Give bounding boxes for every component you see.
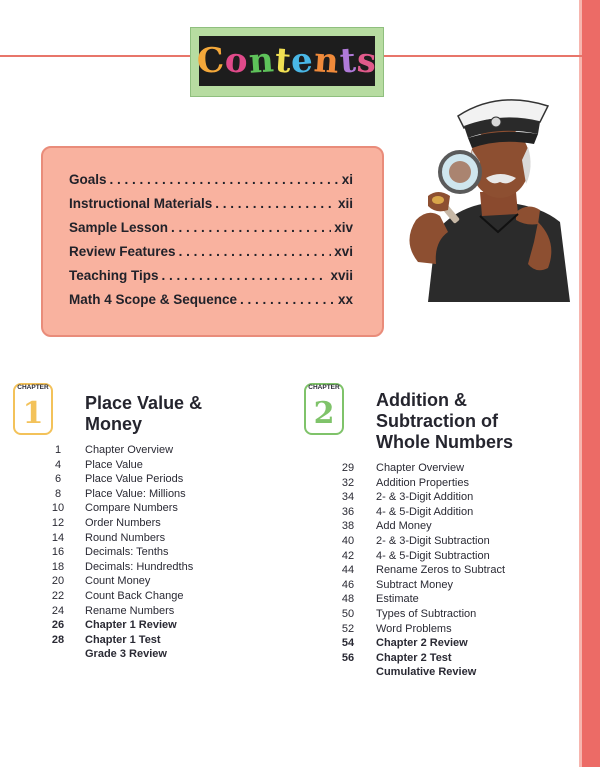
lesson-title: 2- & 3-Digit Subtraction xyxy=(376,534,490,547)
lesson-title: Rename Zeros to Subtract xyxy=(376,564,506,577)
lesson-title: Chapter 2 Review xyxy=(376,637,468,650)
lesson-page-number: 40 xyxy=(341,534,355,547)
toc-entry-page: xiv xyxy=(334,220,353,235)
contents-title-letter: n xyxy=(247,40,277,82)
chapter-2-title-line: Addition & xyxy=(376,390,467,410)
lesson-page-number: 56 xyxy=(341,651,355,664)
lesson-title: Word Problems xyxy=(376,622,452,635)
toc-entry-page: xx xyxy=(337,292,353,307)
lesson-title: Rename Numbers xyxy=(85,604,175,617)
lesson-page-number: 36 xyxy=(341,505,355,518)
lesson-title: Types of Subtraction xyxy=(376,607,477,620)
inspector-illustration xyxy=(388,92,578,302)
toc-entry xyxy=(69,244,353,259)
toc-entry-label: Teaching Tips xyxy=(69,268,159,283)
lesson-title: Place Value xyxy=(85,458,143,471)
lesson-page-number: 20 xyxy=(51,575,65,588)
lesson-title: Chapter 2 Test xyxy=(376,651,452,664)
lesson-title: Place Value: Millions xyxy=(85,487,186,500)
front-matter-box xyxy=(41,146,384,337)
contents-title-letter: n xyxy=(312,40,342,82)
toc-leader-dots xyxy=(215,196,335,211)
toc-leader-dots xyxy=(179,244,332,259)
lesson-title: Chapter 1 Review xyxy=(85,619,177,632)
lesson-row xyxy=(333,476,505,491)
lesson-title: 4- & 5-Digit Subtraction xyxy=(376,549,490,562)
lesson-row xyxy=(43,545,193,560)
lesson-title: Add Money xyxy=(376,520,432,533)
lesson-row xyxy=(333,549,505,564)
contents-banner xyxy=(190,27,384,97)
lesson-row xyxy=(43,443,193,458)
toc-leader-dots xyxy=(171,220,331,235)
lesson-row xyxy=(333,505,505,520)
lesson-row xyxy=(333,607,505,622)
lesson-page-number xyxy=(333,665,363,680)
toc-entry xyxy=(69,292,353,307)
lesson-row xyxy=(333,578,505,593)
contents-title-letter: t xyxy=(273,40,293,82)
lesson-title: Grade 3 Review xyxy=(85,648,167,661)
contents-title xyxy=(195,36,379,86)
toc-entry-label: Math 4 Scope & Sequence xyxy=(69,292,238,307)
lesson-row xyxy=(43,647,193,662)
lesson-page-number: 38 xyxy=(341,520,355,533)
toc-entry-label: Goals xyxy=(69,172,107,187)
chapter-1-badge xyxy=(13,383,53,435)
toc-entry xyxy=(69,220,353,235)
lesson-row xyxy=(43,458,193,473)
toc-entry-label: Sample Lesson xyxy=(69,220,169,235)
lesson-row xyxy=(333,622,505,637)
lesson-page-number: 44 xyxy=(341,564,355,577)
lesson-title: Decimals: Hundredths xyxy=(85,560,194,573)
chapter-2-title-line: Whole Numbers xyxy=(376,432,514,452)
lesson-title: Subtract Money xyxy=(376,578,454,591)
lesson-row xyxy=(333,519,505,534)
lesson-row xyxy=(43,604,193,619)
right-edge-highlight xyxy=(579,0,582,767)
lesson-row xyxy=(333,461,505,476)
toc-leader-dots xyxy=(162,268,328,283)
chapter-1-badge-number: 1 xyxy=(22,396,44,431)
lesson-page-number: 14 xyxy=(51,531,65,544)
lesson-page-number: 28 xyxy=(51,633,65,646)
contents-title-letter: t xyxy=(338,40,358,82)
lesson-title: Count Money xyxy=(85,575,151,588)
lesson-row xyxy=(333,592,505,607)
chapter-1-title-line: Money xyxy=(85,414,143,434)
chapter-2-badge xyxy=(304,383,344,435)
lesson-page-number: 54 xyxy=(341,637,355,650)
lesson-row xyxy=(333,490,505,505)
chapter-2-badge-label: CHAPTER xyxy=(308,384,340,391)
toc-leader-dots xyxy=(240,292,335,307)
lesson-row xyxy=(333,651,505,666)
lesson-title: Order Numbers xyxy=(85,516,161,529)
lesson-title: 2- & 3-Digit Addition xyxy=(376,491,474,504)
lesson-row xyxy=(43,487,193,502)
lesson-title: Cumulative Review xyxy=(376,666,477,679)
lesson-page-number: 46 xyxy=(341,578,355,591)
lesson-row xyxy=(43,516,193,531)
lesson-page-number: 26 xyxy=(51,619,65,632)
lesson-page-number: 18 xyxy=(51,560,65,573)
contents-title-letter: s xyxy=(355,40,379,82)
toc-entry xyxy=(69,268,353,283)
toc-entry-page: xi xyxy=(341,172,353,187)
lesson-title: Chapter Overview xyxy=(376,462,465,474)
toc-entry-page: xvi xyxy=(334,244,353,259)
toc-entry xyxy=(69,172,353,187)
lesson-page-number: 8 xyxy=(54,487,62,500)
right-edge-stripe xyxy=(582,0,600,767)
lesson-row xyxy=(43,472,193,487)
toc-entry-label: Review Features xyxy=(69,244,176,259)
lesson-page-number: 12 xyxy=(51,516,65,529)
lesson-page-number: 6 xyxy=(54,473,62,486)
contents-title-letter: o xyxy=(223,40,251,82)
lesson-row xyxy=(43,633,193,648)
lesson-page-number: 48 xyxy=(341,593,355,606)
lesson-page-number: 1 xyxy=(54,444,62,456)
lesson-row xyxy=(43,589,193,604)
contents-title-letter: C xyxy=(195,40,227,82)
lesson-page-number: 32 xyxy=(341,476,355,489)
lesson-page-number: 42 xyxy=(341,549,355,562)
lesson-page-number: 29 xyxy=(341,462,355,474)
chapter-2-title xyxy=(376,390,513,453)
lesson-title: Place Value Periods xyxy=(85,473,184,486)
lesson-row xyxy=(43,618,193,633)
lesson-title: Count Back Change xyxy=(85,589,184,602)
lesson-title: 4- & 5-Digit Addition xyxy=(376,505,474,518)
lesson-page-number: 52 xyxy=(341,622,355,635)
lesson-title: Addition Properties xyxy=(376,476,469,489)
lesson-title: Compare Numbers xyxy=(85,502,178,515)
chapter-1-lesson-list xyxy=(43,443,193,662)
chapter-1-title-line: Place Value & xyxy=(85,393,203,413)
lesson-row xyxy=(43,501,193,516)
lesson-row xyxy=(333,563,505,578)
lesson-page-number: 10 xyxy=(51,502,65,515)
lesson-page-number: 4 xyxy=(54,458,62,471)
toc-entry-page: xii xyxy=(337,196,353,211)
lesson-row xyxy=(333,636,505,651)
lesson-title: Estimate xyxy=(376,593,419,606)
chapter-2-lesson-list xyxy=(333,461,505,680)
chapter-2-badge-number: 2 xyxy=(313,396,335,431)
lesson-row xyxy=(43,531,193,546)
lesson-row xyxy=(333,534,505,549)
lesson-title: Round Numbers xyxy=(85,531,166,544)
toc-entry-page: xvii xyxy=(330,268,353,283)
lesson-page-number: 24 xyxy=(51,604,65,617)
chapter-2-title-line: Subtraction of xyxy=(376,411,498,431)
lesson-title: Chapter Overview xyxy=(85,444,174,456)
lesson-page-number: 22 xyxy=(51,589,65,602)
lesson-page-number: 16 xyxy=(51,546,65,559)
lesson-title: Decimals: Tenths xyxy=(85,546,169,559)
toc-entry xyxy=(69,196,353,211)
contents-title-letter: e xyxy=(290,40,316,82)
toc-leader-dots xyxy=(110,172,339,187)
lesson-row xyxy=(43,560,193,575)
lesson-row xyxy=(43,574,193,589)
lesson-page-number: 50 xyxy=(341,607,355,620)
toc-entry-label: Instructional Materials xyxy=(69,196,213,211)
lesson-row xyxy=(333,665,505,680)
lesson-page-number: 34 xyxy=(341,491,355,504)
chapter-1-badge-label: CHAPTER xyxy=(17,384,49,391)
lesson-page-number xyxy=(43,647,73,662)
chapter-1-title xyxy=(85,393,202,435)
lesson-title: Chapter 1 Test xyxy=(85,633,161,646)
